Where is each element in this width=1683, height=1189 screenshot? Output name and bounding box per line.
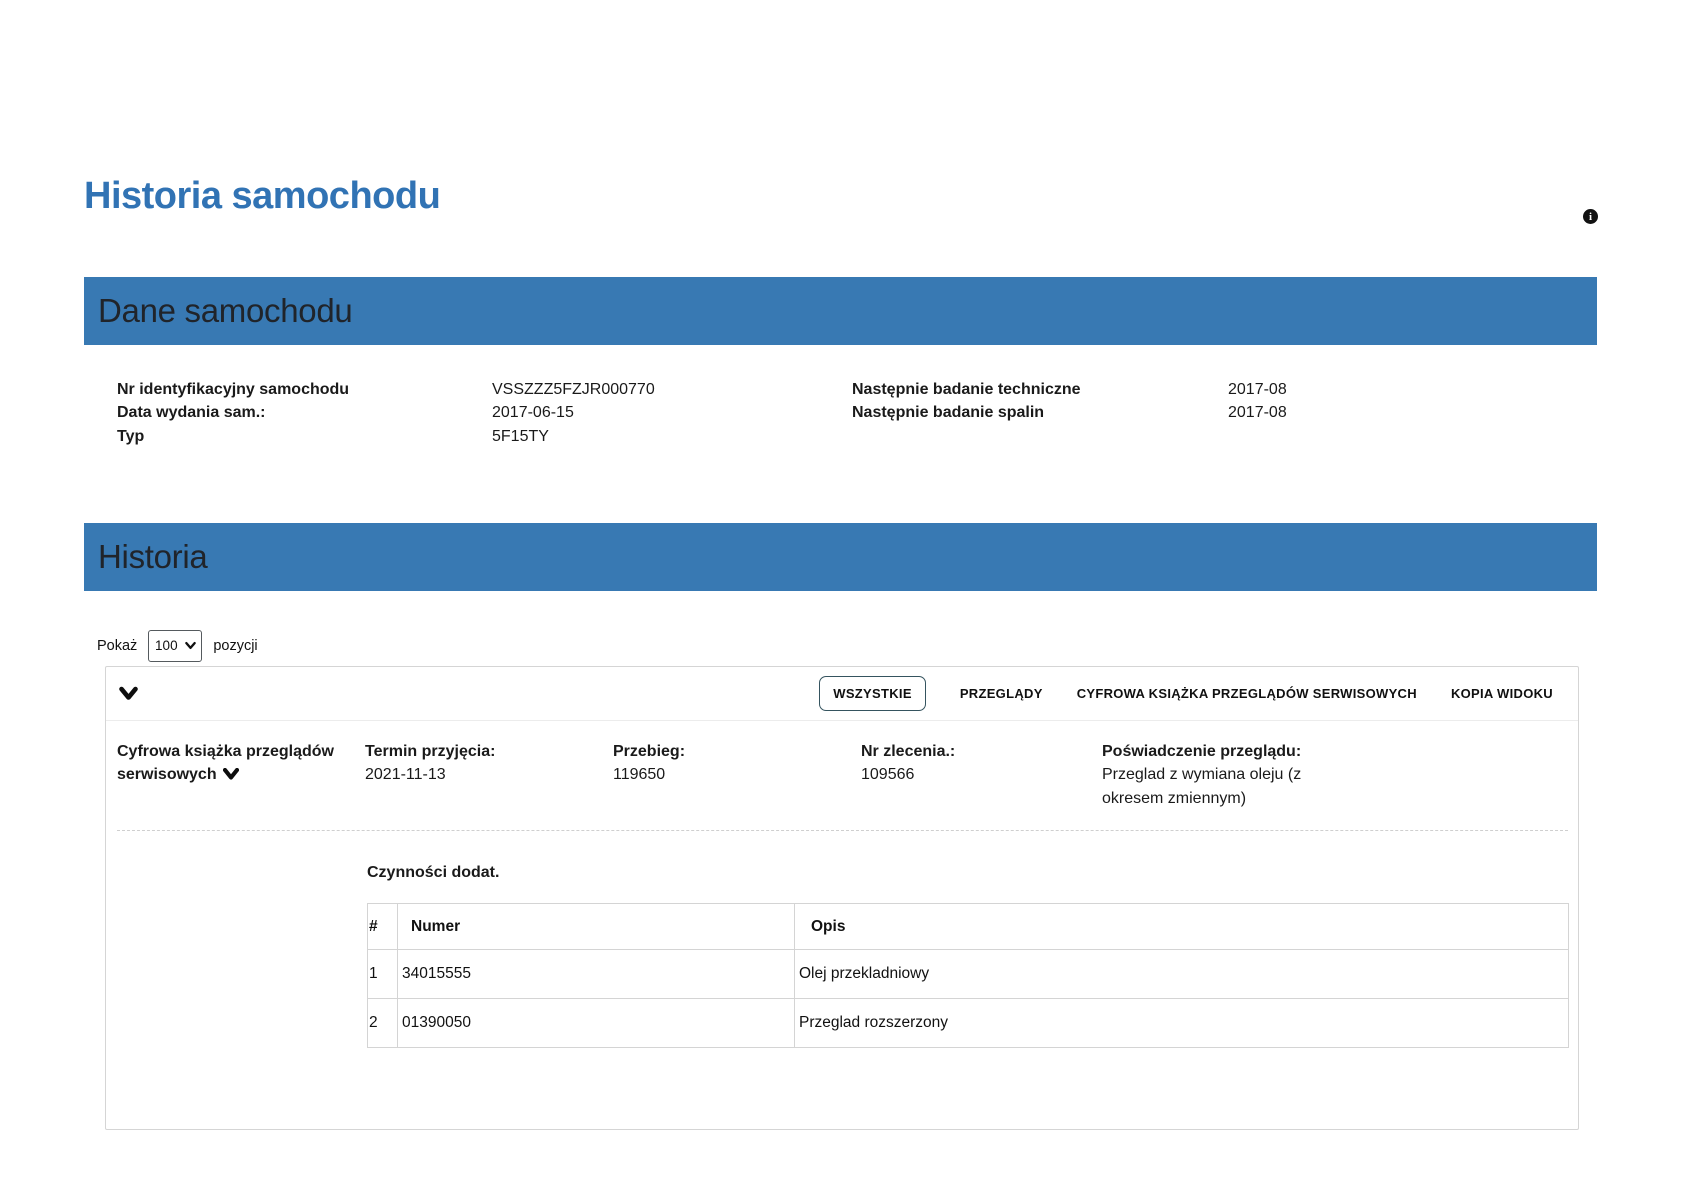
value-typ: 5F15TY	[492, 427, 549, 445]
filter-kopia-widoku-button[interactable]: KOPIA WIDOKU	[1450, 686, 1553, 701]
historia-header: Historia	[98, 538, 208, 575]
label-nr-identyfikacyjny: Nr identyfikacyjny samochodu	[117, 381, 350, 398]
czynnosci-table	[367, 903, 1569, 1048]
record-separator	[117, 830, 1568, 831]
column-header-opis: Opis	[795, 904, 1569, 950]
przebieg-label: Przebieg:	[613, 743, 686, 760]
value-badanie-spalin: 2017-08	[1228, 404, 1287, 422]
label-typ: Typ	[117, 427, 145, 445]
poswiadczenie-label: Poświadczenie przeglądu:	[1102, 743, 1302, 760]
nr-zlecenia-label: Nr zlecenia.:	[861, 743, 956, 760]
historia-header-bar	[84, 523, 1597, 591]
value-nr-identyfikacyjny: VSSZZZ5FZJR000770	[492, 381, 655, 398]
history-toolbar	[106, 667, 1578, 721]
row-numer: 34015555	[398, 950, 795, 999]
czynnosci-dodat-title: Czynności dodat.	[367, 864, 500, 881]
filter-button-group	[819, 676, 1553, 711]
filter-cyfrowa-ksiazka-button[interactable]: CYFROWA KSIĄŻKA PRZEGLĄDÓW SERWISOWYCH	[1076, 686, 1417, 701]
page-length-select[interactable]	[148, 630, 202, 662]
poswiadczenie-value: Przeglad z wymiana oleju (z okresem zmiennym)	[1102, 766, 1302, 807]
page-length-value: 100	[155, 638, 178, 653]
filter-wszystkie-button[interactable]: WSZYSTKIE	[819, 676, 926, 711]
record-type-label: Cyfrowa książka przeglądów serwisowych	[117, 743, 334, 784]
record-expand-chevron-down-icon[interactable]	[223, 768, 239, 780]
record-zlecenie-cell	[861, 740, 1061, 787]
collapse-chevron-down-icon[interactable]	[119, 686, 138, 701]
label-badanie-spalin: Następnie badanie spalin	[852, 404, 1045, 422]
value-badanie-techniczne: 2017-08	[1228, 381, 1287, 398]
page-length-suffix-label: pozycji	[213, 637, 258, 654]
dane-left-values	[492, 378, 655, 448]
label-badanie-techniczne: Następnie badanie techniczne	[852, 381, 1081, 398]
table-row	[368, 950, 1569, 999]
dane-right-values	[1228, 378, 1287, 425]
row-index: 2	[368, 999, 398, 1048]
table-row	[368, 999, 1569, 1048]
przebieg-value: 119650	[613, 766, 666, 784]
page-title: Historia samochodu	[84, 175, 441, 218]
label-data-wydania: Data wydania sam.:	[117, 404, 266, 422]
row-opis: Olej przekladniowy	[795, 950, 1569, 999]
table-header-row	[368, 904, 1569, 950]
record-type-cell	[117, 740, 362, 787]
record-przebieg-cell	[613, 740, 813, 787]
info-circle-icon[interactable]: i	[1583, 209, 1598, 224]
history-panel	[105, 666, 1579, 1130]
page-length-prefix-label: Pokaż	[97, 637, 138, 654]
row-opis: Przeglad rozszerzony	[795, 999, 1569, 1048]
termin-przyjecia-label: Termin przyjęcia:	[365, 743, 496, 760]
column-header-numer: Numer	[398, 904, 795, 950]
dane-left-labels	[117, 378, 349, 448]
value-data-wydania: 2017-06-15	[492, 404, 574, 422]
dane-right-labels	[852, 378, 1081, 425]
dane-samochodu-header-bar	[84, 277, 1597, 345]
row-numer: 01390050	[398, 999, 795, 1048]
filter-przeglady-button[interactable]: PRZEGLĄDY	[959, 686, 1043, 701]
dane-samochodu-header: Dane samochodu	[98, 292, 353, 329]
row-index: 1	[368, 950, 398, 999]
record-poswiadczenie-cell	[1102, 740, 1340, 810]
nr-zlecenia-value: 109566	[861, 766, 915, 784]
column-header-hash: #	[368, 904, 398, 950]
chevron-down-icon	[185, 641, 196, 650]
page-length-row	[97, 629, 258, 662]
record-termin-cell	[365, 740, 585, 787]
termin-przyjecia-value: 2021-11-13	[365, 766, 446, 784]
